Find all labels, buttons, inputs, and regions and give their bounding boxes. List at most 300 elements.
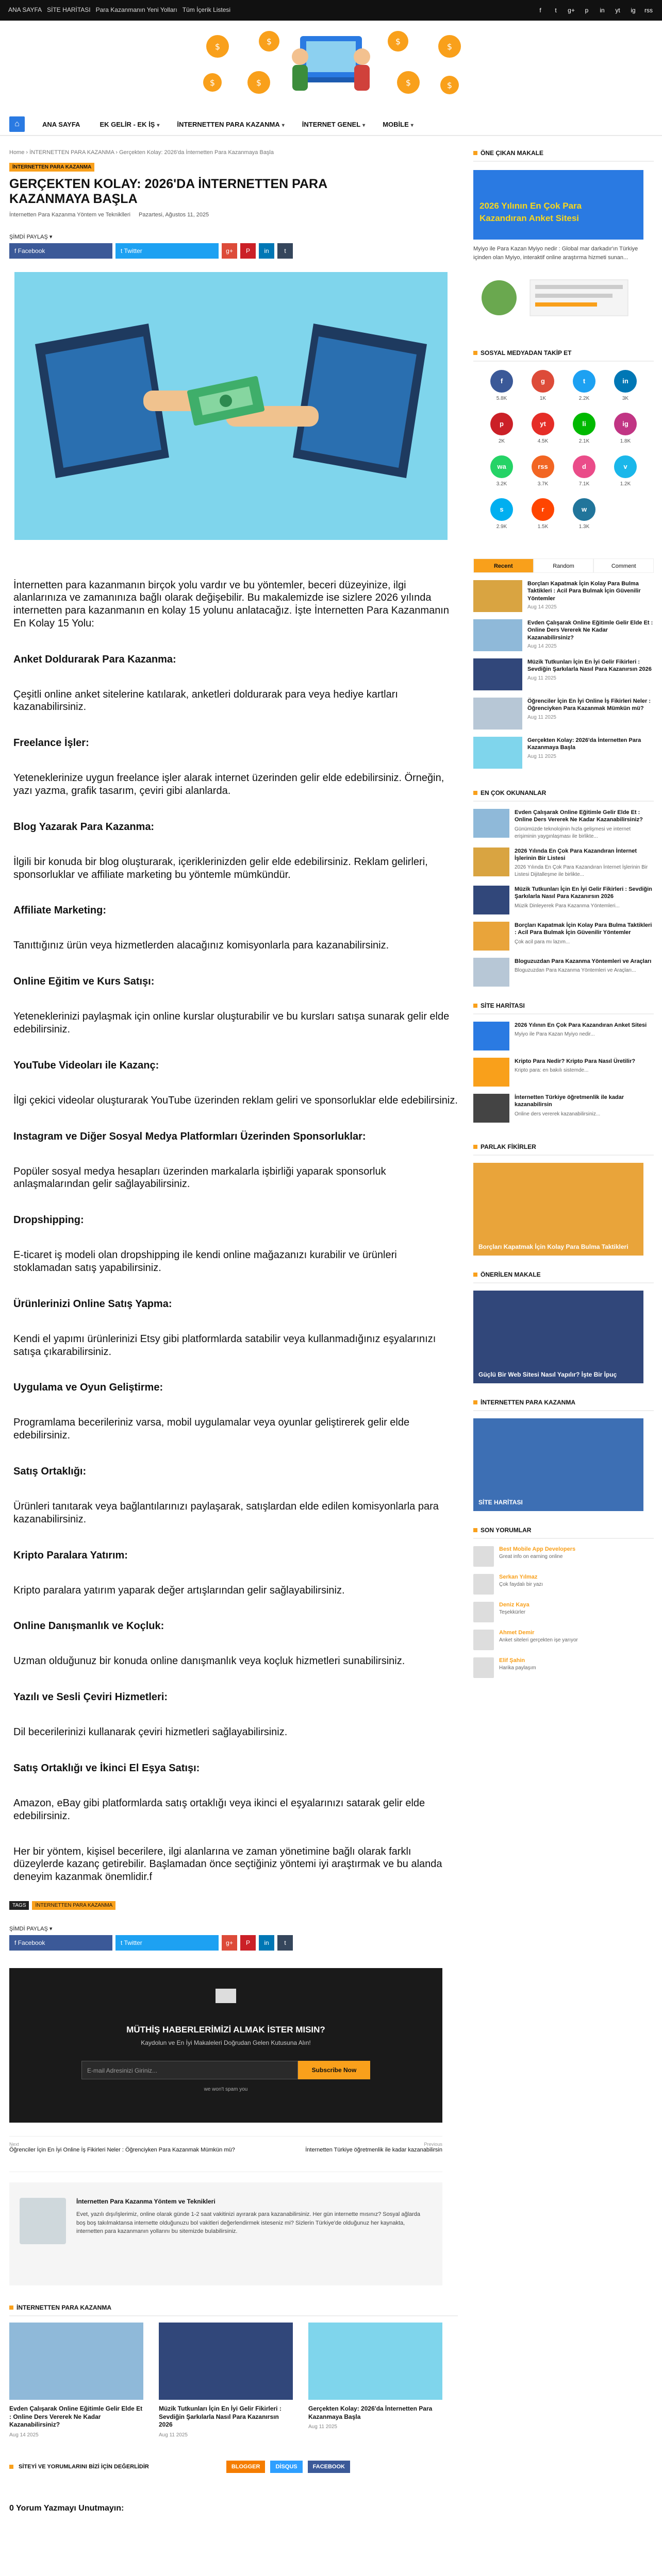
share-twitter-button[interactable]: t Twitter [115,243,219,259]
top-links [8,6,230,13]
list-excerpt: Müzik Dinleyerek Para Kazanma Yöntemleri... [515,903,620,909]
list-excerpt: Günümüzde teknolojinin hızla gelişmesi ve internet erişiminin yaygınlaşması ile birlikte... [515,826,631,839]
social-counter[interactable] [607,455,643,487]
list-item[interactable] [473,922,654,951]
list-title: Borçları Kapatmak İçin Kolay Para Bulma Taktikleri : Acil Para Bulmak İçin Güvenilir Yöntemler [515,922,652,936]
social-count: 4.5K [537,438,549,444]
title-line-1: GERÇEKTEN KOLAY: 2026'DA İNTERNETTEN PARA [9,177,328,191]
blogger-tab[interactable]: BLOGGER [226,2461,266,2473]
social-counter[interactable] [484,413,520,444]
related-card[interactable] [308,2323,442,2438]
list-thumb [473,1022,509,1050]
list-thumb [473,658,522,690]
list-title: Müzik Tutkunları İçin En İyi Gelir Fikirleri : Sevdiğin Şarkılarla Nasıl Para Kazanırsın 2026 [515,886,652,900]
list-title: Öğrenciler İçin En İyi Online İş Fikirleri Neler : Öğrenciyken Para Kazanmak Mümkün mü? [527,698,651,712]
featured-image[interactable] [473,170,643,240]
avatar [473,1546,494,1567]
nav-item-online-earning[interactable] [177,121,284,128]
list-title: Evden Çalışarak Online Eğitimle Gelir Elde Et : Online Ders Vererek Ne Kadar Kazanabilirsiniz? [527,620,653,641]
widget-title-text: PARLAK FİKİRLER [481,1143,536,1151]
main-content [9,149,458,2513]
section-paragraph: Yeteneklerinizi paylaşmak için online kurslar oluşturabilir ve bu kursları satışa sunarak gelir elde edebilirsiniz. [13,1011,450,1036]
share-facebook-button[interactable]: f Facebook [9,1935,112,1951]
section-heading: Yazılı ve Sesli Çeviri Hizmetleri: [13,1691,168,1703]
chevron-down-icon: ▾ [282,122,285,128]
social-count: 1.3K [578,524,590,530]
list-excerpt: Online ders vererek kazanabilirsiniz... [515,1111,601,1117]
google-icon: g [532,370,554,393]
widget-title [473,349,654,362]
google-plus-icon[interactable]: g+ [568,7,575,14]
previous-post-link[interactable] [305,2142,442,2153]
avatar [473,1602,494,1622]
social-count: 7.1K [578,481,590,487]
section-paragraph: Uzman olduğunuz bir konuda online danışmanlık veya koçluk hizmetleri sunabilirsiniz. [13,1655,405,1667]
social-count: 1.5K [537,524,549,530]
list-thumb [473,619,522,651]
nav-label: İNTERNETTEN PARA KAZANMA [177,120,280,128]
comment-author: Ahmet Demir [499,1630,535,1636]
comment-author: Deniz Kaya [499,1602,529,1608]
social-count: 5.8K [496,396,507,401]
widget-title-text: İNTERNETTEN PARA KAZANMA [481,1399,575,1406]
related-card[interactable] [159,2323,293,2438]
list-title: İnternetten Türkiye öğretmenlik ile kadar kazanabilirsin [515,1094,624,1108]
comment-text: Teşekkürler [499,1609,526,1616]
tab-comment[interactable]: Comment [593,558,654,573]
section-paragraph: Amazon, eBay gibi platformlarda satış ortaklığı veya ikinci el eşyalarınızı satarak gelir elde edebilirsiniz. [13,1798,425,1822]
list-excerpt: Myiyo ile Para Kazan Myiyo nedir... [515,1031,595,1038]
widget-title [473,1143,654,1156]
list-date: Aug 11 2025 [527,675,556,681]
wordpress-icon: w [573,498,595,521]
section-paragraph: İlgi çekici videolar oluşturarak YouTube üzerinden reklam geliri ve sponsorluklar elde edebilirsiniz. [13,1094,458,1106]
square-icon [473,151,477,155]
social-count: 3.2K [496,481,507,487]
section-paragraph: Dil becerilerinizi kullanarak çeviri hizmetleri sağlayabilirsiniz. [13,1726,288,1738]
social-counter[interactable] [607,413,643,444]
category-badge[interactable]: İNTERNETTEN PARA KAZANMA [9,163,94,172]
comment-text: Great info on earning online [499,1554,563,1560]
social-counter[interactable] [525,370,561,401]
svg-text:$: $ [214,42,221,52]
nav-label: İNTERNET GENEL [302,120,361,128]
social-count: 1.2K [620,481,631,487]
newsletter-title: MÜTHİŞ HABERLERİMİZİ ALMAK İSTER MISIN? [126,2025,325,2035]
newsletter-note: we won't spam you [204,2087,248,2092]
share-linkedin-button[interactable]: in [259,243,274,259]
social-count: 3.7K [537,481,549,487]
widget-title [473,1002,654,1014]
dribbble-icon: d [573,455,595,478]
section-heading: Instagram ve Diğer Sosyal Medya Platformları Üzerinden Sponsorluklar: [13,1130,366,1142]
pager-label: Previous [424,2142,442,2147]
nav-item-side-income[interactable] [100,121,159,128]
facebook-tab[interactable]: FACEBOOK [308,2461,350,2473]
nav-label: EK GELİR - EK İŞ [100,120,155,128]
list-excerpt: Kripto para: en bakılı sistemde... [515,1067,589,1074]
list-item[interactable] [473,737,654,769]
twitter-icon: t [573,370,595,393]
list-title: Kripto Para Nedir? Kripto Para Nasıl Üretilir? [515,1058,636,1065]
social-counter[interactable] [484,498,520,530]
section-paragraph: Programlama becerileriniz varsa, mobil uygulamalar veya oyunlar geliştirerek gelir elde edebilirsiniz. [13,1417,410,1442]
comment-item[interactable] [473,1657,654,1678]
nav-item-home[interactable] [42,121,82,128]
svg-text:$: $ [446,80,453,90]
comment-author: Elif Şahin [499,1657,525,1664]
post-tabs [473,558,654,573]
social-count: 1K [539,396,547,401]
nav-item-internet[interactable] [302,121,365,128]
comment-text: Harika paylaşım [499,1665,536,1671]
list-excerpt: Bloguzuzdan Para Kazanma Yöntemleri ve Araçları... [515,968,636,974]
share-google-button[interactable]: g+ [222,1935,237,1951]
list-thumb [473,737,522,769]
article-closing: Her bir yöntem, kişisel becerilere, ilgi alanlarına ve zaman yönetimine bağlı olarak farklı düzeylerde kazanç getirebilir. Başlamadan önce seçtiğiniz yöntemi iyi araştırmak ve bu alanda deneyim kazanmak önemlidir.f [13,1845,442,1883]
comments-title: 0 Yorum Yazmayı Unutmayın: [9,2503,124,2513]
square-icon [9,2465,13,2469]
related-thumb [9,2323,143,2400]
article-body [9,579,458,1884]
list-date: Aug 14 2025 [527,604,557,610]
widget-title-text: ÖNE ÇIKAN MAKALE [481,149,543,157]
social-count: 2.9K [496,524,507,530]
author-name[interactable]: İnternetten Para Kazanma Yöntem ve Teknikleri [76,2198,216,2205]
line-icon: li [573,413,595,435]
list-item[interactable] [473,580,654,612]
tag-list [9,1901,458,1910]
list-title: 2026 Yılında En Çok Para Kazandıran İnternet İşlerinin Bir Listesi [515,848,637,861]
top-social [535,5,654,15]
featured-line-1: 2026 Yılının En Çok Para [479,201,582,211]
social-counter[interactable] [566,413,602,444]
section-paragraph: Çeşitli online anket sitelerine katılarak, anketleri doldurarak para veya hediye kartları kazanabilirsiniz. [13,688,398,713]
square-icon [473,1400,477,1404]
square-icon [9,2306,13,2310]
envelope-icon [216,1989,236,2003]
list-title: Müzik Tutkunları İçin En İyi Gelir Fikirleri : Sevdiğin Şarkılarla Nasıl Para Kazanırsın 2026 [527,659,652,673]
instagram-icon: ig [614,413,637,435]
comment-systems [9,2461,458,2473]
share-linkedin-button[interactable]: in [259,1935,274,1951]
post-author[interactable]: İnternetten Para Kazanma Yöntem ve Tekniklleri [9,211,131,218]
widget-title-text: EN ÇOK OKUNANLAR [481,789,547,796]
related-card-title: Müzik Tutkunları İçin En İyi Gelir Fikirleri : Sevdiğin Şarkılarla Nasıl Para Kazanırsın 2026 [159,2405,282,2429]
pager-title: İnternetten Türkiye öğretmenlik ile kadar kazanabilirsin [305,2147,442,2153]
social-counter[interactable] [566,370,602,401]
comment-text: Anket siteleri gerçekten işe yarıyor [499,1637,578,1643]
tag-link[interactable]: İNTERNETTEN PARA KAZANMA [32,1901,115,1910]
section-paragraph: Popüler sosyal medya hesapları üzerinden markalarla işbirliği yaparak sponsorluk anlaşmalarından gelir sağlayabilirsiniz. [13,1165,386,1190]
hero-image [14,272,448,540]
section-paragraph: Tanıttığınız ürün veya hizmetlerden alacağınız komisyonlarla para kazanabilirsiniz. [13,940,389,952]
newsletter-email-input[interactable]: E-mail Adresinizi Giriniz... [81,2061,298,2079]
square-icon [473,1145,477,1149]
tab-random[interactable]: Random [534,558,594,573]
section-heading: Affiliate Marketing: [13,905,107,917]
newsletter-box [9,1968,442,2123]
related-thumb [308,2323,442,2400]
list-thumb [473,1058,509,1087]
section-heading: Online Danışmanlık ve Koçluk: [13,1620,164,1632]
chevron-down-icon: ▾ [157,122,160,128]
list-title: Gerçekten Kolay: 2026'da İnternetten Para Kazanmaya Başla [527,737,641,751]
author-box [9,2182,442,2285]
featured-card[interactable] [473,1291,643,1383]
section-paragraph: Kripto paralara yatırım yaparak değer artışlarından gelir sağlayabilirsiniz. [13,1584,345,1596]
list-thumb [473,922,509,951]
skype-icon: s [490,498,513,521]
share-twitter-button[interactable]: t Twitter [115,1935,219,1951]
social-count: 1.8K [620,438,631,444]
square-icon [473,1273,477,1277]
section-heading: Satış Ortaklığı: [13,1466,87,1478]
social-counter[interactable] [484,370,520,401]
section-heading: Freelance İşler: [13,737,89,749]
share-tumblr-button[interactable]: t [277,243,293,259]
share-google-button[interactable]: g+ [222,243,237,259]
featured-card-caption: SİTE HARİTASI [478,1499,523,1506]
social-counter[interactable] [525,455,561,487]
section-paragraph: Yeteneklerinize uygun freelance işler alarak internet üzerinden gelir elde edebilirsiniz. Örneğin, yazı yazma, grafik tasarım, çeviri gibi alanlarda. [13,772,444,797]
nav-label: MOBİLE [383,120,409,128]
svg-text:$: $ [395,37,401,46]
social-counter[interactable] [566,455,602,487]
list-item[interactable] [473,848,654,879]
post-meta [9,212,458,218]
list-excerpt: 2026 Yılında En Çok Para Kazandıran İnternet İşlerinin Bir Listesi Dijitalleşme ile birlikte... [515,865,648,878]
whatsapp-icon: wa [490,455,513,478]
featured-card[interactable] [473,1418,643,1511]
facebook-icon[interactable]: f [539,7,541,14]
list-thumb [473,1094,509,1123]
facebook-icon: f [490,370,513,393]
site-logo[interactable] [181,21,481,108]
related-card-date: Aug 11 2025 [159,2432,188,2438]
social-count: 3K [622,396,629,401]
comment-author: Best Mobile App Developers [499,1546,576,1553]
related-posts [9,2323,458,2438]
section-heading: Ürünlerinizi Online Satış Yapma: [13,1298,172,1310]
share-facebook-button[interactable]: f Facebook [9,243,112,259]
widget-title-text: SOSYAL MEDYADAN TAKİP ET [481,349,572,357]
list-item[interactable] [473,1022,654,1050]
newsletter-subtitle: Kaydolun ve En İyi Makaleleri Doğrudan Gelen Kutusuna Alın! [141,2039,311,2046]
home-icon[interactable]: ⌂ [9,116,25,132]
related-title [9,2304,458,2316]
list-thumb [473,886,509,914]
square-icon [473,1004,477,1008]
widget-title-text: SİTE HARİTASI [481,1002,525,1010]
section-heading: Uygulama ve Oyun Geliştirme: [13,1382,163,1394]
square-icon [473,1528,477,1532]
social-count: 2.1K [578,438,590,444]
related-card-date: Aug 11 2025 [308,2424,337,2430]
subscribe-button[interactable]: Subscribe Now [298,2061,370,2079]
youtube-icon: yt [532,413,554,435]
pinterest-icon: p [490,413,513,435]
svg-text:$: $ [405,78,411,88]
svg-text:$: $ [209,78,216,88]
social-count: 2.2K [578,396,590,401]
avatar [473,1574,494,1595]
hero-illustration [14,272,448,540]
related-card-title: Evden Çalışarak Online Eğitimle Gelir Elde Et : Online Ders Vererek Ne Kadar Kazanabilirsiniz? [9,2405,143,2429]
svg-text:$: $ [266,37,272,46]
social-counter[interactable] [484,455,520,487]
list-item[interactable] [473,619,654,651]
instagram-icon[interactable]: ig [631,7,636,14]
list-date: Aug 11 2025 [527,753,556,759]
list-item[interactable] [473,809,654,840]
avatar [473,1657,494,1678]
list-date: Aug 11 2025 [527,714,556,720]
comment-text: Çok faydalı bir yazı [499,1582,543,1588]
avatar [473,1630,494,1650]
next-post-link[interactable] [9,2142,235,2153]
social-counter[interactable] [607,370,643,401]
list-thumb [473,848,509,876]
share-buttons [9,243,458,259]
post-date: Pazartesi, Ağustos 11, 2025 [139,211,209,218]
related-title-text: İNTERNETTEN PARA KAZANMA [16,2304,111,2311]
rss-icon[interactable]: rss [644,7,653,14]
avatar [20,2198,66,2244]
header [0,21,662,113]
widget-title-text: SON YORUMLAR [481,1527,532,1534]
featured-banner [473,267,643,329]
related-card-title: Gerçekten Kolay: 2026'da İnternetten Para Kazanmaya Başla [308,2405,433,2420]
svg-text:$: $ [446,42,453,52]
vimeo-icon: v [614,455,637,478]
list-title: Evden Çalışarak Online Eğitimle Gelir Elde Et : Online Ders Vererek Ne Kadar Kazanabilirsiniz? [515,809,643,823]
widget-title [473,1399,654,1411]
chevron-down-icon: ▾ [362,122,366,128]
featured-card-caption: Güçlü Bir Web Sitesi Nasıl Yapılır? İşte Bir İpuç [478,1371,617,1379]
related-card[interactable] [9,2323,143,2438]
section-paragraph: Kendi el yapımı ürünlerinizi Etsy gibi platformlarda satabilir veya kullanmadığınız eşyalarınızı satışa çıkarabilirsiniz. [13,1333,436,1358]
square-icon [473,791,477,795]
section-heading: Anket Doldurarak Para Kazanma: [13,653,176,665]
widget-title-text: ÖNERİLEN MAKALE [481,1271,541,1279]
share-buttons-bottom [9,1935,458,1951]
comment-item[interactable] [473,1574,654,1595]
list-excerpt: Çok acil para mı lazım... [515,939,570,945]
section-paragraph: İlgili bir konuda bir blog oluşturarak, içeriklerinizden gelir elde edebilirsiniz. Reklam gelirleri, sponsorluklar ve affiliate marketing bu yöntemle mümkündür. [13,856,428,880]
list-thumb [473,698,522,730]
list-title: Borçları Kapatmak İçin Kolay Para Bulma Taktikleri : Acil Para Bulmak İçin Güvenilir Yöntemler [527,581,641,602]
comment-item[interactable] [473,1546,654,1567]
nav-label: ANA SAYFA [42,120,80,128]
twitter-icon[interactable]: t [555,7,557,14]
widget-title [473,1527,654,1539]
share-label: ŞİMDİ PAYLAŞ ▾ [9,233,53,240]
section-paragraph: Ürünleri tanıtarak veya bağlantılarınızı paylaşarak, satışlardan elde edilen komisyonlarla para kazanabilirsiniz. [13,1501,439,1525]
article-intro: İnternetten para kazanmanın birçok yolu vardır ve bu yöntemler, beceri düzeyinize, ilgi alanlarınıza ve zamanınıza bağlı olarak değişebilir. Bu makalemizde ise sizlere 2026 yılında internetten para kazanmanın en kolay 15 yolunu anlatacağız. İşte İnternetten Para Kazanmanın En Kolay 15 Yolu: [13,579,449,629]
list-thumb [473,580,522,612]
list-item[interactable] [473,1058,654,1087]
share-pinterest-button[interactable]: P [240,1935,256,1951]
svg-text:$: $ [256,78,262,88]
pager-label: Next [9,2142,19,2147]
top-link-ways[interactable]: Para Kazanmanın Yeni Yolları [95,6,177,13]
social-counter[interactable] [525,498,561,530]
comment-item[interactable] [473,1602,654,1622]
disqus-tab[interactable]: DİSQUS [270,2461,302,2473]
post-pager [9,2136,442,2172]
section-paragraph: E-ticaret iş modeli olan dropshipping ile kendi online mağazanızı kurabilir ve ürünleri stoklamadan satış yapabilirsiniz. [13,1249,397,1274]
youtube-icon[interactable]: yt [615,7,620,14]
comment-item[interactable] [473,1630,654,1650]
featured-card-caption: Borçları Kapatmak İçin Kolay Para Bulma Taktikleri [478,1243,628,1251]
tab-recent[interactable]: Recent [473,558,534,573]
social-counter[interactable] [525,413,561,444]
comment-systems-title: SİTEYİ VE YORUMLARINI BİZİ İÇİN DEĞERLİDİR [19,2463,149,2470]
square-icon [473,351,477,355]
author-bio: Evet, yazılı dışı/işlerimiz, online olarak günde 1-2 saat vakitinizi ayırarak para kazanabilirsiniz. Her gün internette mısınız? Sosyal ağlarda boş boş takılmaktansa internette olduğunuzu bol vakitleri değerlendirmek isteseniz mi? Sizlerin Türkiye'de olduğunuz her kaynakta, internetten para kazanmanın yollarını bu sitemizde bulabilirsiniz. [76,2211,421,2234]
share-label: ŞİMDİ PAYLAŞ ▾ [9,1926,53,1932]
top-bar [0,0,662,21]
list-item[interactable] [473,658,654,690]
sidebar [473,149,654,1678]
pinterest-icon[interactable]: p [585,7,589,14]
list-title: 2026 Yılının En Çok Para Kazandıran Anket Sitesi [515,1022,647,1029]
section-heading: Blog Yazarak Para Kazanma: [13,821,155,833]
list-item[interactable] [473,698,654,730]
list-title: Bloguzuzdan Para Kazanma Yöntemleri ve Araçları [515,958,652,965]
featured-excerpt: Myiyo ile Para Kazan Myiyo nedir : Global mar darkadır'ın Türkiye içinden olan Myiyo, interaktif online araştırma hizmeti sunan... [473,246,638,261]
social-counters [473,370,654,530]
list-thumb [473,958,509,987]
list-item[interactable] [473,886,654,914]
page-title [9,177,458,207]
section-heading: Satış Ortaklığı ve İkinci El Eşya Satışı: [13,1762,200,1774]
logo-illustration [181,21,481,108]
linkedin-icon: in [614,370,637,393]
list-item[interactable] [473,1094,654,1123]
widget-title [473,789,654,802]
list-thumb [473,809,509,838]
linkedin-icon[interactable]: in [600,7,605,14]
share-pinterest-button[interactable]: P [240,243,256,259]
chevron-down-icon: ▾ [410,122,413,128]
pager-title: Öğrenciler İçin En İyi Online İş Fikirleri Neler : Öğrenciyken Para Kazanmak Mümkün mü? [9,2147,235,2153]
share-tumblr-button[interactable]: t [277,1935,293,1951]
title-line-2: KAZANMAYA BAŞLA [9,191,138,206]
main-nav [0,112,662,136]
top-link-all[interactable]: Tüm İçerik Listesi [182,6,231,13]
breadcrumb[interactable]: Home › İNTERNETTEN PARA KAZANMA › Gerçekten Kolay: 2026'da İnternetten Para Kazanmaya Başla [9,149,274,156]
social-count: 2K [498,438,505,444]
social-counter[interactable] [566,498,602,530]
section-heading: YouTube Videoları ile Kazanç: [13,1059,159,1071]
section-heading: Kripto Paralara Yatırım: [13,1549,128,1561]
rss-icon: rss [532,455,554,478]
list-item[interactable] [473,958,654,987]
comment-author: Serkan Yılmaz [499,1574,538,1581]
top-link-home[interactable]: ANA SAYFA [8,6,42,13]
reddit-icon: r [532,498,554,521]
top-link-sitemap[interactable]: SİTE HARİTASI [47,6,91,13]
tags-label: TAGS [9,1901,29,1910]
widget-title [473,149,654,162]
nav-item-mobile[interactable] [383,121,413,128]
related-card-date: Aug 14 2025 [9,2432,39,2438]
widget-title [473,1271,654,1283]
featured-card[interactable] [473,1163,643,1256]
section-heading: Online Eğitim ve Kurs Satışı: [13,976,155,988]
